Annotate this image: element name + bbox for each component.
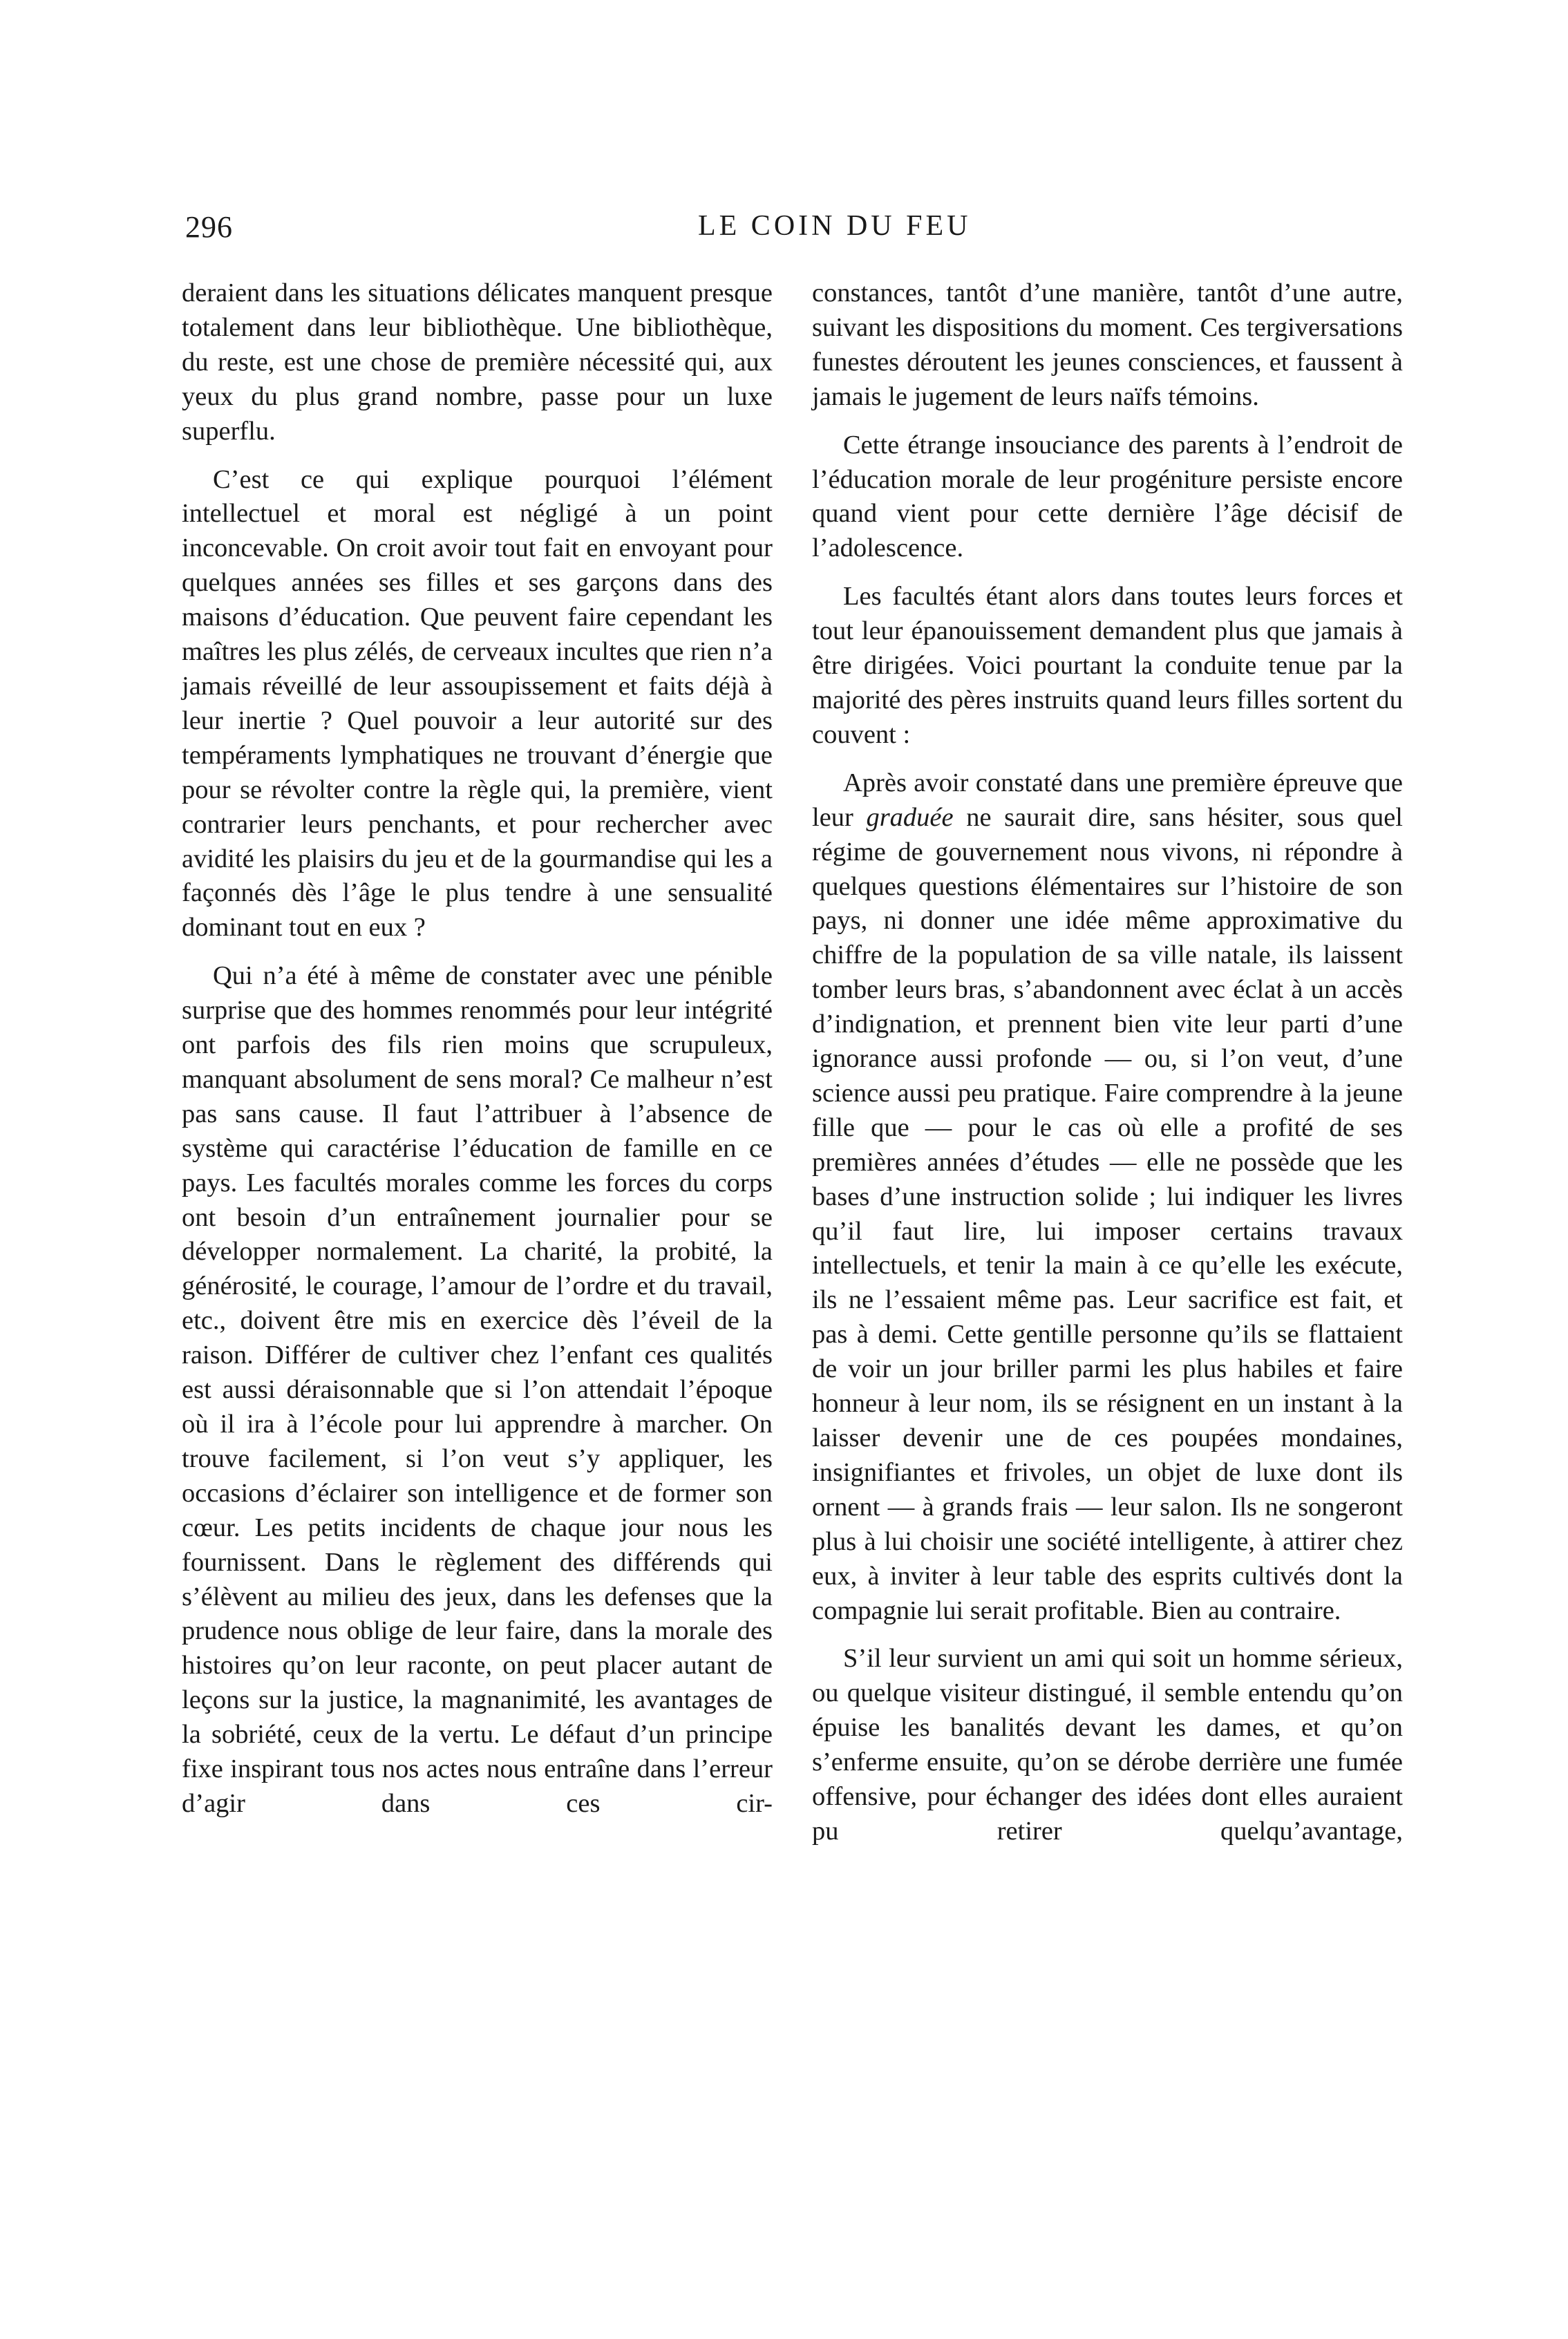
paragraph-text: Après avoir constaté dans une première épreuve que leur (812, 768, 1403, 832)
paragraph: Cette étrange insouciance des parents à l’endroit de l’éducation morale de leur progéniture persiste encore quand vient pour cette dernière l’âge décisif de l’adolescence. (812, 430, 1403, 563)
paragraph-text: ne saurait dire, sans hésiter, sous quel régime de gouvernement nous vivons, ni répondre à quelques questions élémentaires sur l’histoire de son pays, ni donner une idée même approximative du chiffre de la population de sa ville natale, ils laissent tomber leurs bras, s’abandonnent avec éclat à un accès d’indignation, et prennent bien vite leur parti d’une ignorance aussi profonde — ou, si l’on veut, d’une science aussi peu pratique. Faire comprendre à la jeune fille que — pour le cas où elle a profité de ses premières années d’études — elle ne possède que les bases d’une instruction solide ; lui indiquer les livres qu’il faut lire, lui imposer certains travaux intellectuels, et tenir la main à ce qu’elle les exécute, ils ne l’essaient même pas. Leur sacrifice est fait, et pas à demi. Cette gentille personne qu’ils se flattaient de voir un jour briller parmi les plus habiles et faire honneur à leur nom, ils se résignent en un instant à la laisser devenir une de ces poupées mondaines, insignifiantes et frivoles, un objet de luxe dont ils ornent — à grands frais — leur salon. Ils ne songeront plus à lui choisir une société intelligente, à attirer chez eux, à inviter à leur table des esprits cultivés dont la compagnie lui serait profitable. Bien au contraire. (812, 802, 1403, 1625)
paragraph: Les facultés étant alors dans toutes leurs forces et tout leur épanouissement demandent plus que jamais à être dirigées. Voici pourtant la conduite tenue par la majorité des pères instruits quand leurs filles sortent du couvent : (812, 582, 1403, 749)
paragraph: S’il leur survient un ami qui soit un homme sérieux, ou quelque visiteur distingué, il semble entendu qu’on épuise les banalités devant les dames, et qu’on s’enferme ensuite, qu’on se dérobe derrière une fumée offensive, pour échanger des idées dont elles auraient pu retirer quelqu’avantage, (812, 1644, 1403, 1846)
paragraph: constances, tantôt d’une manière, tantôt d’une autre, suivant les dispositions du moment. Ces tergiversations funestes déroutent les jeunes consciences, et faussent à jamais le jugement de leurs naïfs témoins. (812, 278, 1403, 411)
left-column (182, 276, 773, 1835)
italic-word: graduée (866, 802, 954, 832)
paragraph: C’est ce qui explique pourquoi l’élément intellectuel et moral est négligé à un point inconcevable. On croit avoir tout fait en envoyant pour quelques années ses filles et ses garçons dans des maisons d’éducation. Que peuvent faire cependant les maîtres les plus zélés, de cerveaux incultes que rien n’a jamais réveillé de leur assoupissement et faits déjà à leur inertie ? Quel pouvoir a leur autorité sur des tempéraments lymphatiques ne trouvant d’énergie que pour se révolter contre la règle qui, la première, vient contrarier leurs penchants, et pour rechercher avec avidité les plaisirs du jeu et de la gourmandise qui les a façonnés dès l’âge le plus tendre à une sensualité dominant tout en eux ? (182, 464, 773, 943)
paragraph (812, 766, 1403, 1629)
paragraph: Qui n’a été à même de constater avec une pénible surprise que des hommes renommés pour leur intégrité ont parfois des fils rien moins que scrupuleux, manquant absolument de sens moral? Ce malheur n’est pas sans cause. Il faut l’attribuer à l’absence de système qui caractérise l’éducation de famille en ce pays. Les facultés morales comme les forces du corps ont besoin d’un entraînement journalier pour se développer normalement. La charité, la probité, la générosité, le courage, l’amour de l’ordre et du travail, etc., doivent être mis en exercice dès l’éveil de la raison. Différer de cultiver chez l’enfant ces qualités est aussi déraisonnable que si l’on attendait l’époque où il ira à l’école pour lui apprendre à marcher. On trouve facilement, si l’on veut s’y appliquer, les occasions d’éclairer son intelligence et de former son cœur. Les petits incidents de chaque jour nous les fournissent. Dans le règlement des différends qui s’élèvent au milieu des jeux, dans les defenses que la prudence nous oblige de leur faire, dans la morale des histoires qu’on leur raconte, on peut placer autant de leçons sur la justice, la magnanimité, les avantages de la sobriété, ceux de la vertu. Le défaut d’un principe fixe inspirant tous nos actes nous entraîne dans l’erreur d’agir dans ces cir- (182, 961, 773, 1818)
paragraph: deraient dans les situations délicates manquent presque totalement dans leur bibliothèque. Une bibliothèque, du reste, est une chose de première nécessité qui, aux yeux du plus grand nombre, passe pour un luxe superflu. (182, 278, 773, 446)
right-column (812, 276, 1403, 1863)
page-number: 296 (185, 210, 233, 244)
running-head: LE COIN DU FEU (698, 210, 972, 242)
